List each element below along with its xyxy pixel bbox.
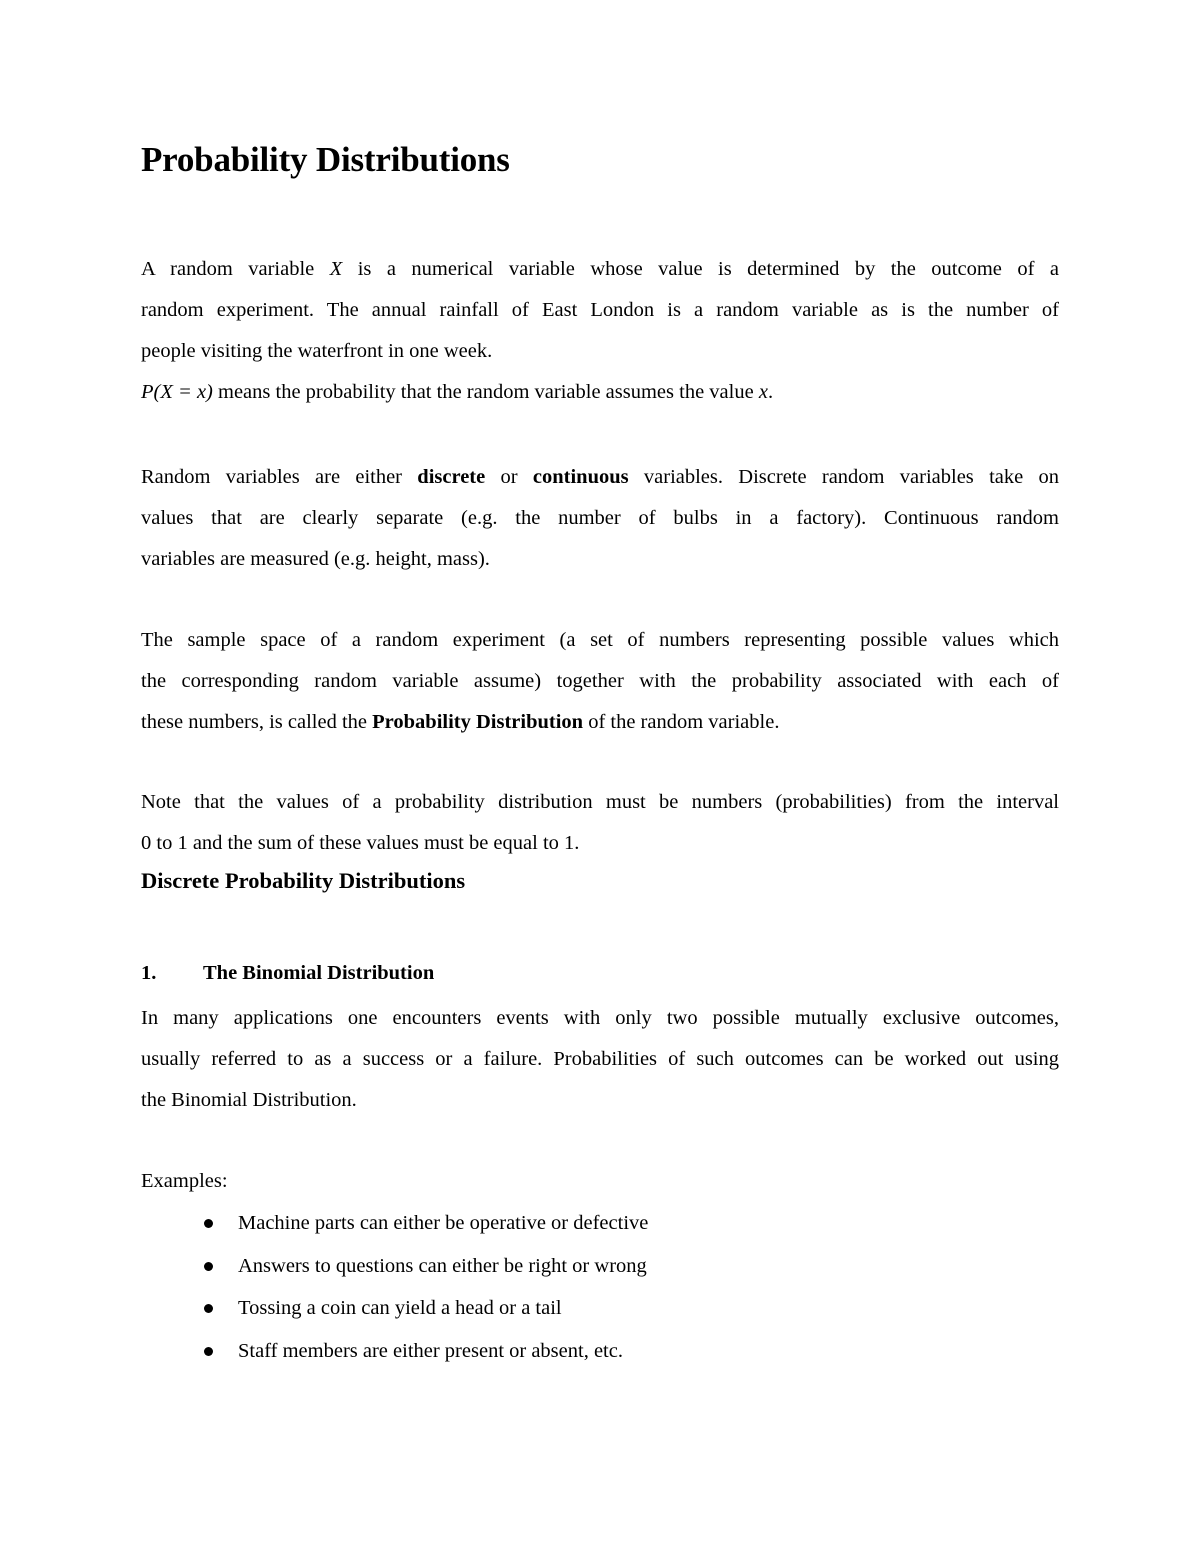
list-item-text: Answers to questions can either be right or wrong bbox=[238, 1254, 647, 1277]
list-item bbox=[201, 1287, 648, 1330]
formula-description: means the probability that the random variable assumes the value bbox=[212, 381, 759, 403]
intro-line-2: random experiment. The annual rainfall of East London is a random variable as is the number of bbox=[141, 299, 1059, 321]
random-vars-line-1 bbox=[141, 457, 1059, 498]
bold-continuous: continuous bbox=[532, 466, 629, 488]
text-segment: these numbers, is called the bbox=[141, 711, 373, 733]
examples-label-block bbox=[141, 1161, 1059, 1202]
note-line-2: 0 to 1 and the sum of these values must be equal to 1. bbox=[141, 832, 580, 854]
subsection-number: 1. bbox=[141, 962, 157, 984]
sample-space-line-1: The sample space of a random experiment (a set of numbers representing possible values which bbox=[141, 629, 1059, 651]
list-item-text: Staff members are either present or absent, etc. bbox=[238, 1339, 623, 1362]
random-vars-line-3: variables are measured (e.g. height, mass). bbox=[141, 548, 490, 570]
list-item bbox=[201, 1330, 648, 1373]
bullet-icon bbox=[204, 1262, 213, 1271]
intro-paragraph bbox=[141, 249, 1059, 413]
note-line-1: Note that the values of a probability distribution must be numbers (probabilities) from the interval bbox=[141, 791, 1059, 813]
sample-space-line-3 bbox=[141, 702, 1059, 743]
list-item bbox=[201, 1245, 648, 1288]
list-item bbox=[201, 1202, 648, 1245]
text-segment: of the random variable. bbox=[583, 711, 780, 733]
random-vars-line-2: values that are clearly separate (e.g. the number of bulbs in a factory). Continuous random bbox=[141, 507, 1059, 529]
binomial-line-2: usually referred to as a success or a failure. Probabilities of such outcomes can be worked out using bbox=[141, 1048, 1059, 1070]
note-paragraph bbox=[141, 782, 1059, 864]
bullet-icon bbox=[204, 1304, 213, 1313]
page-title: Probability Distributions bbox=[141, 140, 510, 179]
list-item-text: Tossing a coin can yield a head or a tail bbox=[238, 1297, 562, 1319]
binomial-line-3: the Binomial Distribution. bbox=[141, 1089, 357, 1111]
text-segment: or bbox=[485, 466, 533, 488]
section-heading: Discrete Probability Distributions bbox=[141, 868, 466, 893]
sample-space-line-2: the corresponding random variable assume) together with the probability associated with each of bbox=[141, 670, 1059, 692]
random-variables-paragraph bbox=[141, 457, 1059, 580]
examples-label: Examples: bbox=[141, 1170, 228, 1192]
bullet-icon bbox=[204, 1347, 213, 1356]
bullet-icon bbox=[204, 1219, 213, 1228]
intro-line-1: A random variable X is a numerical variable whose value is determined by the outcome of a bbox=[141, 258, 1060, 280]
formula-line bbox=[141, 372, 1059, 413]
bold-discrete: discrete bbox=[417, 466, 486, 488]
sample-space-paragraph bbox=[141, 620, 1059, 743]
subsection-heading bbox=[141, 962, 434, 985]
formula-end: . bbox=[767, 381, 774, 403]
intro-line-3: people visiting the waterfront in one week. bbox=[141, 340, 493, 362]
formula-variable: x bbox=[758, 381, 768, 403]
text-segment: variables. Discrete random variables take on bbox=[628, 466, 1059, 488]
math-variable-x: X bbox=[329, 258, 343, 280]
binomial-line-1: In many applications one encounters events with only two possible mutually exclusive outcomes, bbox=[141, 1007, 1059, 1029]
examples-list bbox=[201, 1202, 648, 1372]
subsection-title: The Binomial Distribution bbox=[203, 962, 435, 984]
bold-probability-distribution: Probability Distribution bbox=[372, 711, 584, 733]
text-segment: Random variables are either bbox=[141, 466, 418, 488]
formula-expression: P(X = x) bbox=[141, 381, 213, 403]
binomial-paragraph bbox=[141, 998, 1059, 1121]
list-item-text: Machine parts can either be operative or defective bbox=[238, 1212, 649, 1234]
